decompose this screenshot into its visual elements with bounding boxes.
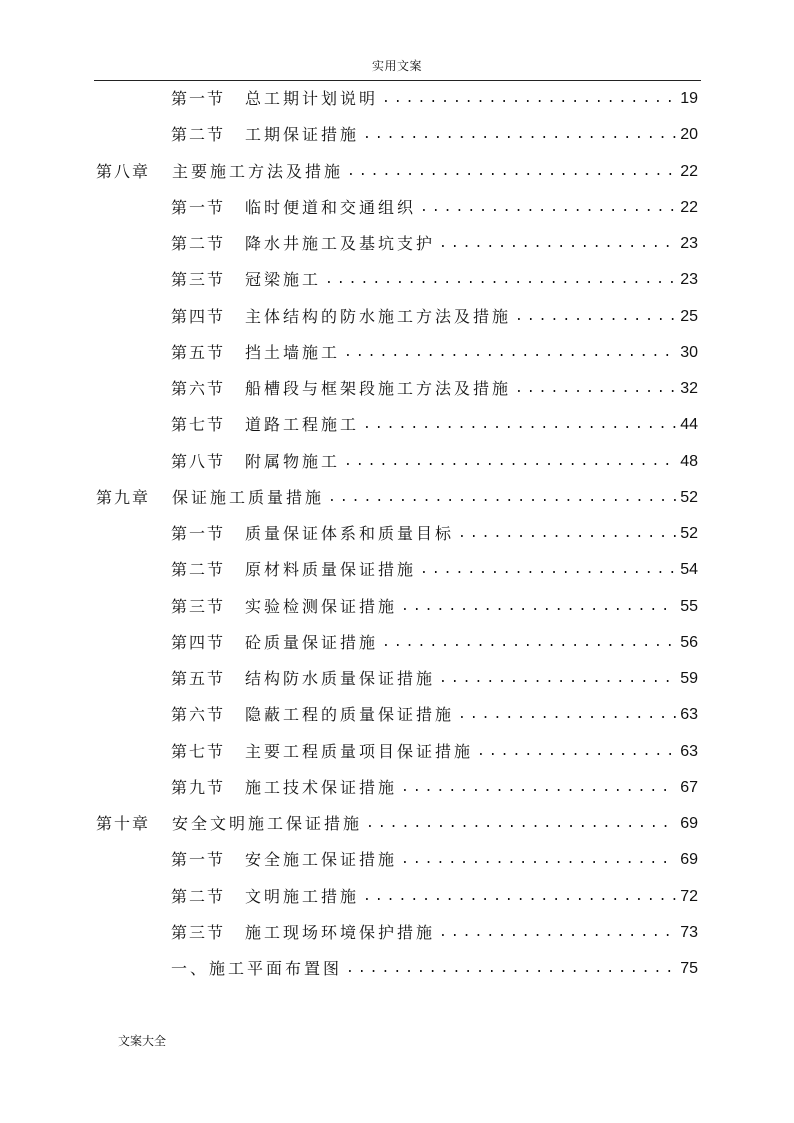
toc-page-number: 19	[680, 90, 698, 107]
toc-entry[interactable]	[96, 484, 698, 508]
toc-page-number: 48	[680, 452, 698, 470]
toc-dot-leader	[515, 307, 676, 327]
toc-page-number: 52	[680, 488, 698, 506]
toc-entry-title: 隐蔽工程的质量保证措施	[245, 705, 455, 725]
toc-section-number: 第五节	[171, 342, 226, 362]
toc-section-number: 第七节	[171, 415, 226, 435]
toc-entry-title: 临时便道和交通组织	[245, 197, 417, 217]
toc-entry-title: 道路工程施工	[245, 415, 360, 435]
toc-section-number: 第三节	[171, 270, 226, 290]
toc-dot-leader	[346, 959, 676, 979]
toc-page-number: 69	[680, 851, 698, 869]
toc-section-number: 第八节	[171, 451, 226, 471]
toc-page-number: 67	[680, 778, 698, 796]
toc-page-number: 54	[680, 561, 698, 579]
toc-section-number: 第七节	[171, 741, 226, 761]
toc-section-number: 第二节	[171, 560, 226, 580]
toc-entry[interactable]	[171, 375, 698, 399]
toc-entry-title: 主体结构的防水施工方法及措施	[245, 306, 512, 326]
toc-entry[interactable]	[96, 810, 698, 834]
toc-entry-title: 冠梁施工	[245, 270, 322, 290]
toc-page-number: 23	[680, 271, 698, 289]
toc-entry[interactable]	[171, 593, 698, 617]
toc-entry-title: 附属物施工	[245, 451, 341, 471]
toc-page-number: 59	[680, 670, 698, 687]
toc-entry-title: 质量保证体系和质量目标	[245, 524, 455, 543]
toc-entry[interactable]	[171, 883, 698, 907]
toc-entry[interactable]	[171, 194, 698, 218]
toc-page-number: 20	[680, 126, 698, 144]
toc-dot-leader	[347, 162, 676, 182]
toc-entry-title: 施工技术保证措施	[245, 777, 398, 797]
toc-entry-title: 主要工程质量项目保证措施	[245, 741, 474, 761]
toc-entry[interactable]	[171, 919, 698, 943]
toc-chapter-number: 第十章	[96, 814, 151, 833]
toc-entry[interactable]	[171, 665, 698, 689]
toc-page-number: 52	[680, 525, 698, 542]
toc-entry[interactable]	[171, 411, 698, 435]
toc-entry[interactable]	[171, 266, 698, 290]
toc-page-number: 22	[680, 198, 698, 216]
toc-dot-leader	[344, 452, 676, 472]
toc-section-number: 第四节	[171, 306, 226, 326]
toc-page-number: 75	[680, 960, 698, 977]
toc-entry[interactable]	[171, 85, 698, 109]
toc-entry-title: 原材料质量保证措施	[245, 560, 417, 580]
toc-dot-leader	[366, 814, 676, 834]
toc-entry-title: 结构防水质量保证措施	[245, 669, 436, 688]
toc-page-number: 23	[680, 235, 698, 252]
toc-entry[interactable]	[171, 701, 698, 725]
toc-entry-title: 主要施工方法及措施	[172, 161, 344, 181]
toc-dot-leader	[439, 234, 676, 254]
toc-entry[interactable]	[171, 230, 698, 254]
toc-dot-leader	[439, 923, 676, 943]
toc-section-number: 第二节	[171, 125, 226, 145]
toc-page-number: 55	[680, 597, 698, 615]
toc-page-number: 22	[680, 162, 698, 180]
toc-dot-leader	[401, 597, 676, 617]
toc-entry-title: 保证施工质量措施	[172, 487, 325, 507]
toc-page-number: 69	[680, 815, 698, 832]
toc-dot-leader	[458, 524, 676, 544]
toc-dot-leader	[344, 343, 676, 363]
toc-entry-title: 工期保证措施	[245, 125, 360, 145]
toc-entry-title: 施工现场环境保护措施	[245, 922, 436, 942]
toc-dot-leader	[401, 778, 676, 798]
toc-entry-title: 实验检测保证措施	[245, 596, 398, 616]
toc-dot-leader	[363, 125, 676, 145]
page-footer-text: 文案大全	[118, 1034, 167, 1048]
toc-section-number: 第一节	[171, 524, 226, 543]
toc-dot-leader	[420, 198, 676, 218]
toc-section-number: 第一节	[171, 197, 226, 217]
toc-entry-title: 挡土墙施工	[245, 342, 341, 362]
toc-entry[interactable]	[171, 846, 698, 870]
toc-entry-title: 安全文明施工保证措施	[172, 814, 363, 833]
page-header-title: 实用文案	[371, 59, 422, 73]
toc-entry[interactable]	[171, 774, 698, 798]
toc-entry[interactable]	[171, 629, 698, 653]
toc-dot-leader	[328, 488, 676, 508]
toc-dot-leader	[325, 270, 676, 290]
toc-entry-title: 文明施工措施	[245, 886, 360, 906]
toc-page-number: 30	[680, 343, 698, 361]
toc-dot-leader	[382, 633, 676, 653]
toc-section-number: 第九节	[171, 777, 226, 797]
toc-dot-leader	[401, 850, 676, 870]
toc-page-number: 25	[680, 307, 698, 325]
toc-section-number: 第五节	[171, 669, 226, 688]
toc-entry[interactable]	[171, 738, 698, 762]
toc-dot-leader	[363, 415, 676, 435]
toc-section-number: 第二节	[171, 234, 226, 253]
toc-dot-leader	[477, 742, 676, 762]
toc-entry-title: 一、施工平面布置图	[171, 959, 343, 978]
toc-entry[interactable]	[96, 158, 698, 182]
toc-section-number: 第四节	[171, 632, 226, 652]
toc-section-number: 第六节	[171, 705, 226, 725]
toc-entry[interactable]	[171, 448, 698, 472]
toc-entry-title: 船槽段与框架段施工方法及措施	[245, 379, 512, 398]
toc-entry[interactable]	[171, 303, 698, 327]
toc-dot-leader	[458, 705, 676, 725]
toc-entry[interactable]	[171, 121, 698, 145]
toc-dot-leader	[382, 89, 676, 109]
toc-entry-title: 安全施工保证措施	[245, 850, 398, 870]
toc-entry[interactable]	[171, 556, 698, 580]
toc-page-number: 32	[680, 380, 698, 397]
toc-entry[interactable]	[171, 955, 698, 979]
toc-entry[interactable]	[171, 339, 698, 363]
toc-section-number: 第六节	[171, 379, 226, 398]
toc-entry-title: 总工期计划说明	[245, 89, 379, 108]
toc-entry[interactable]	[171, 520, 698, 544]
toc-page-number: 56	[680, 633, 698, 651]
toc-dot-leader	[420, 560, 676, 580]
toc-dot-leader	[515, 379, 676, 399]
toc-section-number: 第三节	[171, 596, 226, 616]
toc-page-number: 72	[680, 887, 698, 905]
toc-dot-leader	[363, 887, 676, 907]
toc-section-number: 第三节	[171, 922, 226, 942]
toc-page-number: 63	[680, 742, 698, 760]
toc-chapter-number: 第八章	[96, 161, 151, 181]
toc-section-number: 第二节	[171, 886, 226, 906]
toc-chapter-number: 第九章	[96, 487, 151, 507]
toc-dot-leader	[439, 669, 676, 689]
toc-page-number: 73	[680, 923, 698, 941]
toc-page-number: 63	[680, 706, 698, 724]
toc-section-number: 第一节	[171, 850, 226, 870]
toc-entry-title: 砼质量保证措施	[245, 632, 379, 652]
toc-section-number: 第一节	[171, 89, 226, 108]
toc-page-number: 44	[680, 416, 698, 434]
toc-entry-title: 降水井施工及基坑支护	[245, 234, 436, 253]
